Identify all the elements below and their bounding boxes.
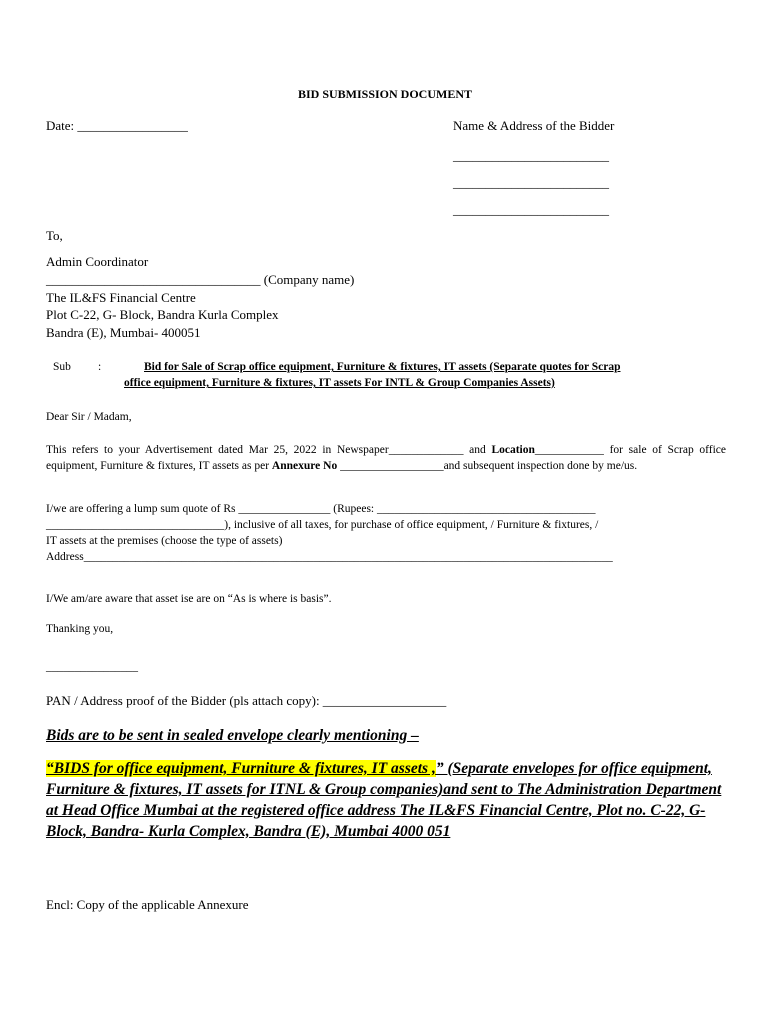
address-line-4: Plot C-22, G- Block, Bandra Kurla Complex [46, 307, 279, 322]
address-line-2: _________________________________ (Company name) [46, 272, 355, 287]
to-line: To, [46, 228, 63, 243]
subject-label: Sub [53, 361, 71, 373]
bids-instructions [46, 758, 736, 842]
pan-line: PAN / Address proof of the Bidder (pls attach copy): ___________________ [46, 693, 447, 708]
para1-text-a: This refers to your Advertisement dated Mar 25, 2022 in Newspaper_____________ and [46, 444, 492, 456]
page-title: BID SUBMISSION DOCUMENT [297, 87, 473, 101]
bidder-heading: Name & Address of the Bidder [453, 118, 615, 133]
offer-address-line: Address____________________________________________________________________________________________ [46, 551, 613, 563]
salutation: Dear Sir / Madam, [46, 411, 132, 423]
offer-line-3: IT assets at the premises (choose the type of assets) [46, 535, 283, 547]
bids-highlight: “BIDS for office equipment, Furniture & fixtures, IT assets , [46, 760, 436, 777]
bidder-line-1: ________________________ [453, 148, 609, 163]
para1-annexure: Annexure No [271, 460, 338, 472]
offer-line-2: _______________________________), inclusive of all taxes, for purchase of office equipment, / Furniture & fixtures, / [46, 519, 599, 531]
paragraph-reference [46, 442, 726, 474]
address-line-5: Bandra (E), Mumbai- 400051 [46, 325, 201, 340]
subject-colon: : [98, 361, 102, 373]
para1-text-e: __________________and subsequent inspection done by me/us. [337, 460, 638, 472]
enclosure: Encl: Copy of the applicable Annexure [46, 897, 249, 912]
as-is-statement: I/We am/are aware that asset ise are on “As is where is basis”. [46, 593, 332, 605]
subject-line-1: Bid for Sale of Scrap office equipment, Furniture & fixtures, IT assets (Separate quotes for Scrap [144, 361, 621, 373]
subject-line-2: office equipment, Furniture & fixtures, IT assets For INTL & Group Companies Assets) [124, 377, 555, 389]
offer-line-1: I/we are offering a lump sum quote of Rs ________________ (Rupees: ______________________________________ [46, 503, 596, 515]
closing: Thanking you, [46, 623, 114, 635]
address-line-1: Admin Coordinator [46, 254, 149, 269]
address-line-3: The IL&FS Financial Centre [46, 290, 196, 305]
bidder-line-3: ________________________ [453, 202, 609, 217]
bids-rest: ” (Separate envelopes for office equipment, Furniture & fixtures, IT assets for ITNL & Group companies)and sent to The Administration Department at Head Office Mumbai at the registered office address The IL&FS Financial Centre, Plot no. C-22, G-Block, Bandra- Kurla Complex, Bandra (E), Mumbai 4000 051 [46, 760, 722, 840]
bids-heading: Bids are to be sent in sealed envelope clearly mentioning – [46, 727, 419, 744]
para1-text-c: ____________ for sale of Scrap office equipment, Furniture & fixtures, IT assets as per [46, 444, 726, 472]
para1-location: Location [491, 444, 535, 456]
bidder-line-2: ________________________ [453, 175, 609, 190]
signature-line: ________________ [46, 661, 138, 673]
date-field: Date: _________________ [46, 118, 188, 133]
